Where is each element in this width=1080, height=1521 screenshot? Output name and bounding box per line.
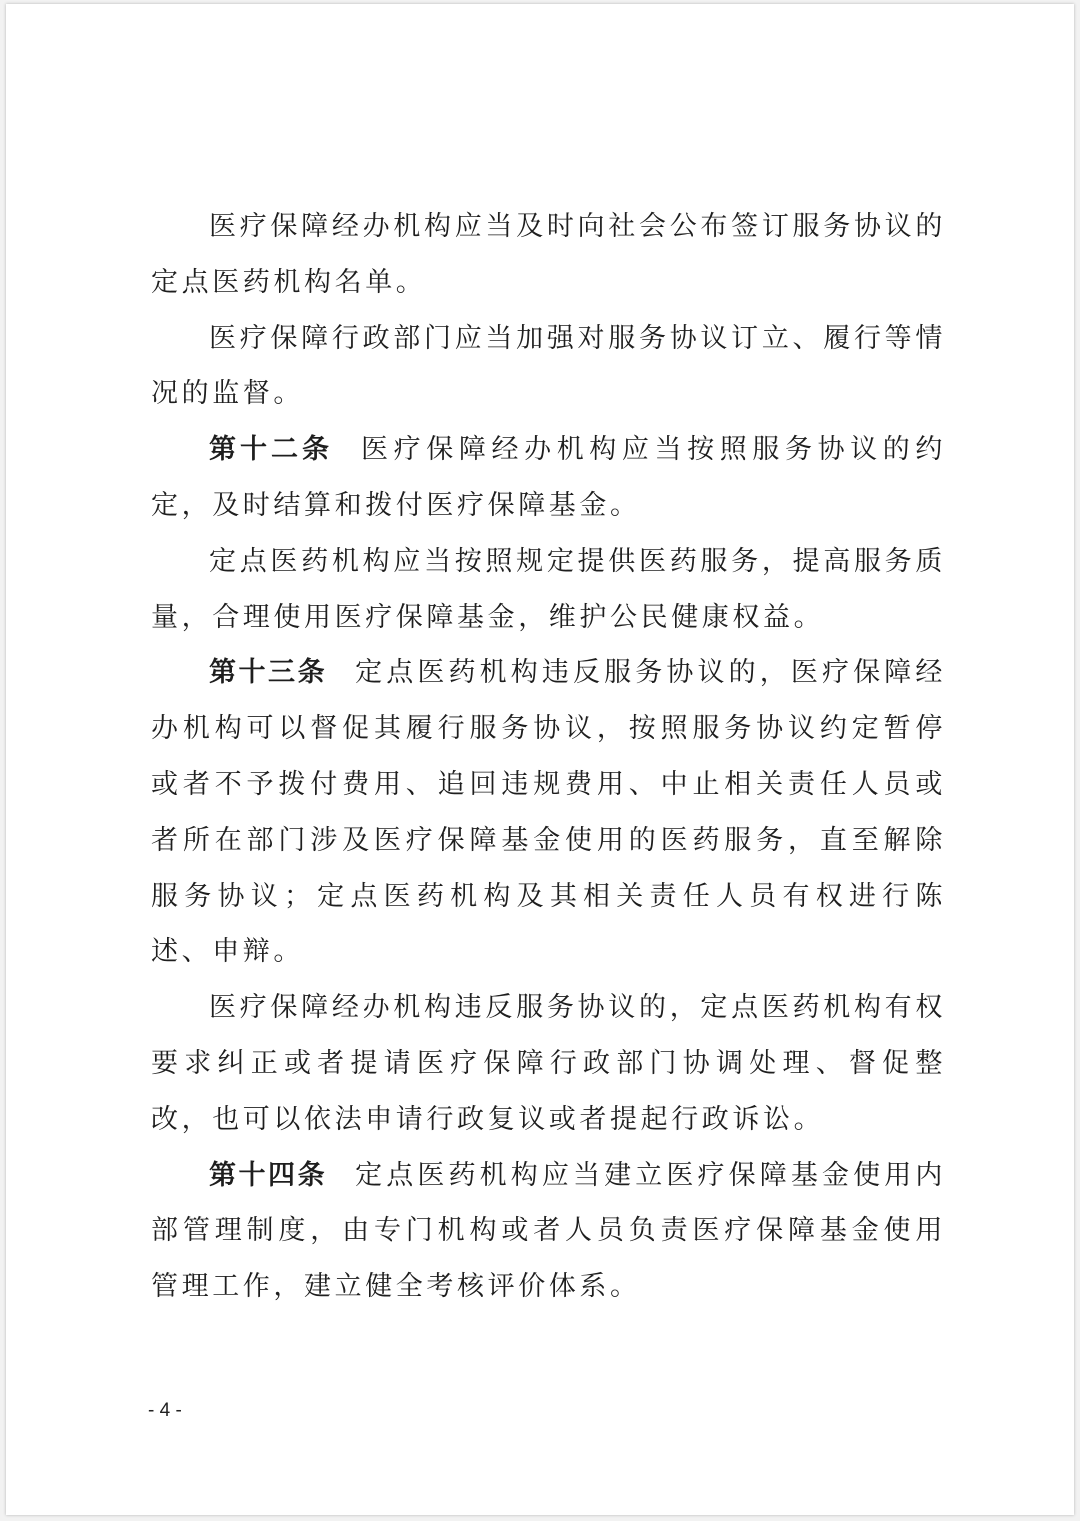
paragraph-4 (151, 534, 946, 646)
paragraph-text: 医疗保障经办机构违反服务协议的，定点医药机构有权要求纠正或者提请医疗保障行政部门协调处理、督促整改，也可以依法申请行政复议或者提起行政诉讼。 (151, 992, 946, 1135)
article-13 (151, 645, 946, 980)
paragraph-text: 医疗保障行政部门应当加强对服务协议订立、履行等情况的监督。 (151, 322, 946, 410)
paragraph-1 (151, 199, 946, 311)
article-heading: 第十四条 (209, 1159, 328, 1191)
paragraph-2 (151, 311, 946, 423)
article-heading: 第十二条 (209, 434, 334, 466)
paragraph-text: 医疗保障经办机构应当及时向社会公布签订服务协议的定点医药机构名单。 (151, 211, 946, 298)
article-14 (151, 1148, 946, 1315)
paragraph-text: 定点医药机构应当按照规定提供医药服务，提高服务质量，合理使用医疗保障基金，维护公民健康权益。 (151, 545, 946, 633)
paragraph-text: 定点医药机构违反服务协议的，医疗保障经办机构可以督促其履行服务协议，按照服务协议约定暂停或者不予拨付费用、追回违规费用、中止相关责任人员或者所在部门涉及医疗保障基金使用的医药服务，直至解除服务协议；定点医药机构及其相关责任人员有权进行陈述、申辩。 (151, 657, 946, 968)
page-number: - 4 - (148, 1400, 182, 1421)
article-12 (151, 422, 946, 534)
paragraph-text: 定点医药机构应当建立医疗保障基金使用内部管理制度，由专门机构或者人员负责医疗保障基金使用管理工作，建立健全考核评价体系。 (151, 1159, 946, 1303)
paragraph-6 (151, 980, 946, 1147)
paragraph-text: 医疗保障经办机构应当按照服务协议的约定，及时结算和拨付医疗保障基金。 (151, 434, 946, 521)
document-body (151, 199, 946, 1315)
document-page (6, 4, 1074, 1515)
article-heading: 第十三条 (209, 657, 328, 689)
